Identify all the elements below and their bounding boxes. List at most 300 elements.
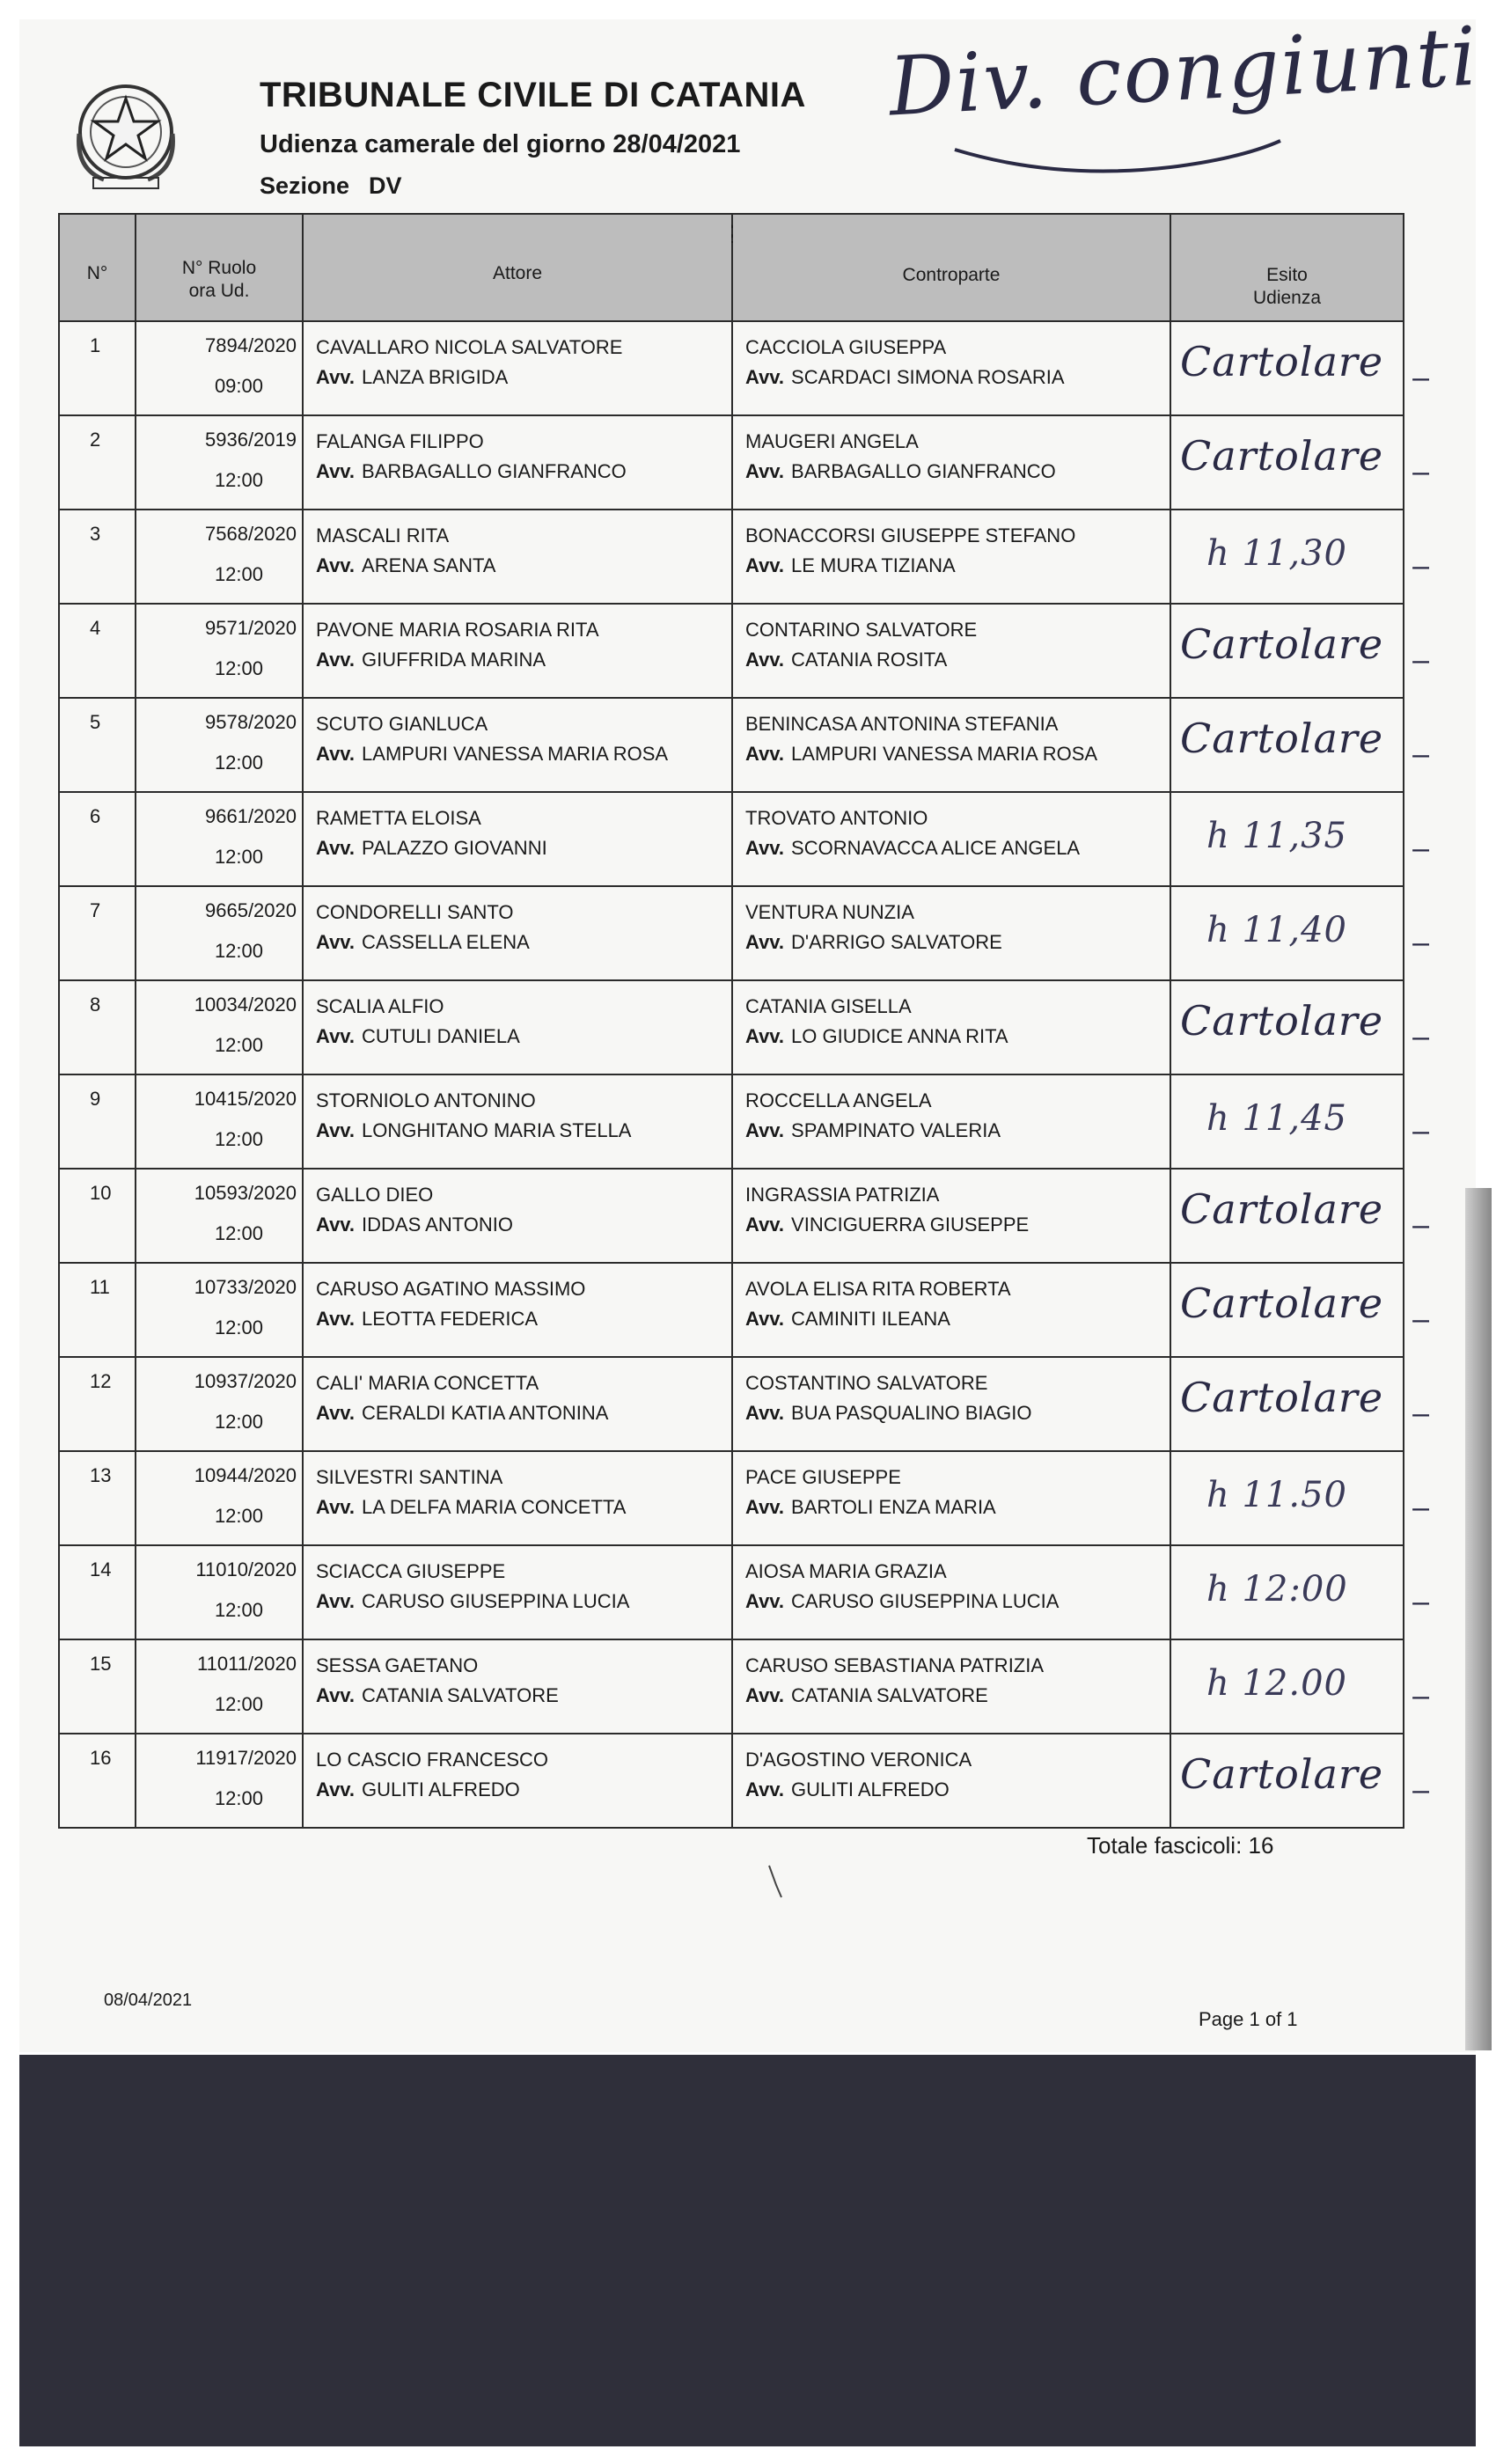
cell-controparte (732, 321, 1170, 415)
avv-prefix: Avv. (316, 1402, 356, 1424)
cell-num (59, 886, 136, 980)
controparte-lawyer-name: CAMINITI ILEANA (791, 1308, 950, 1330)
handwritten-dash: – (1412, 1114, 1429, 1148)
stray-pen-mark (767, 1864, 785, 1899)
handwritten-dash: – (1412, 926, 1429, 959)
attore-lawyer (316, 1684, 559, 1707)
attore-name: CAVALLARO NICOLA SALVATORE (316, 336, 623, 358)
cell-esito (1170, 1639, 1429, 1734)
table-row (59, 1357, 1404, 1451)
handwritten-note: Div. congiunti (886, 9, 1481, 135)
attore-name: CARUSO AGATINO MASSIMO (316, 1278, 586, 1300)
avv-prefix: Avv. (745, 1214, 785, 1236)
ruolo-number: 10034/2020 (194, 994, 297, 1016)
table-row (59, 321, 1404, 415)
handwritten-dash: – (1412, 1208, 1429, 1242)
ruolo-number: 5936/2019 (205, 429, 297, 451)
handwritten-dash: – (1412, 1679, 1429, 1712)
hearing-time: 12:00 (214, 752, 263, 774)
controparte-lawyer (745, 1778, 950, 1801)
row-number: 11 (90, 1276, 110, 1298)
cell-esito (1170, 792, 1429, 886)
attore-lawyer (316, 649, 546, 671)
attore-lawyer (316, 460, 627, 483)
cell-controparte (732, 1357, 1170, 1451)
controparte-lawyer (745, 1308, 950, 1331)
attore-name: SCUTO GIANLUCA (316, 713, 488, 735)
hearing-time: 12:00 (214, 1411, 263, 1433)
handwritten-dash: – (1412, 737, 1429, 771)
cell-controparte (732, 1169, 1170, 1263)
cell-esito (1170, 1074, 1429, 1169)
ruolo-number: 9578/2020 (205, 711, 297, 733)
cell-attore (303, 1451, 732, 1545)
attore-name: SCIACCA GIUSEPPE (316, 1560, 506, 1582)
ruolo-number: 9661/2020 (205, 805, 297, 827)
col-num-label: N° (86, 263, 108, 283)
cell-controparte (732, 1639, 1170, 1734)
cell-ruolo (136, 792, 303, 886)
cell-attore (303, 1169, 732, 1263)
row-number: 9 (90, 1088, 101, 1110)
handwritten-dash: – (1412, 1773, 1429, 1807)
cell-num (59, 321, 136, 415)
row-number: 3 (90, 523, 101, 545)
cell-controparte (732, 886, 1170, 980)
row-number: 1 (90, 334, 101, 356)
row-number: 4 (90, 617, 101, 639)
attore-lawyer-name: PALAZZO GIOVANNI (362, 837, 547, 859)
attore-lawyer (316, 1496, 626, 1519)
cell-esito (1170, 604, 1429, 698)
handwritten-dash: – (1412, 361, 1429, 394)
cell-attore (303, 1639, 732, 1734)
cell-ruolo (136, 1545, 303, 1639)
cell-esito (1170, 1357, 1429, 1451)
total-value: 16 (1248, 1832, 1274, 1859)
controparte-name: AVOLA ELISA RITA ROBERTA (745, 1278, 1011, 1300)
attore-lawyer (316, 1025, 520, 1048)
hearing-date-line (260, 130, 740, 159)
avv-prefix: Avv. (316, 1684, 356, 1706)
attore-lawyer (316, 1402, 608, 1425)
cell-attore (303, 1545, 732, 1639)
controparte-name: VENTURA NUNZIA (745, 901, 914, 923)
attore-name: GALLO DIEO (316, 1184, 434, 1206)
controparte-name: CACCIOLA GIUSEPPA (745, 336, 947, 358)
hearing-date: 28/04/2021 (612, 130, 741, 158)
cell-ruolo (136, 886, 303, 980)
row-number: 7 (90, 899, 101, 921)
cell-num (59, 510, 136, 604)
controparte-name: CARUSO SEBASTIANA PATRIZIA (745, 1654, 1045, 1676)
ruolo-number: 9571/2020 (205, 617, 297, 639)
attore-lawyer-name: BARBAGALLO GIANFRANCO (362, 460, 627, 482)
avv-prefix: Avv. (745, 1308, 785, 1330)
hearing-time: 12:00 (214, 1693, 263, 1715)
handwritten-esito: Cartolare (1180, 620, 1384, 668)
ruolo-number: 7894/2020 (205, 334, 297, 356)
row-number: 8 (90, 994, 101, 1016)
cell-controparte (732, 792, 1170, 886)
cell-num (59, 1451, 136, 1545)
col-esito-line1: Esito (1266, 265, 1308, 285)
controparte-name: D'AGOSTINO VERONICA (745, 1749, 972, 1771)
controparte-lawyer-name: LAMPURI VANESSA MARIA ROSA (791, 743, 1098, 765)
col-esito-label (1171, 264, 1403, 310)
section-value: DV (369, 172, 402, 199)
attore-lawyer-name: CARUSO GIUSEPPINA LUCIA (362, 1590, 630, 1612)
controparte-name: CONTARINO SALVATORE (745, 619, 978, 641)
cell-ruolo (136, 1451, 303, 1545)
handwritten-esito: h 12:00 (1206, 1569, 1348, 1610)
cell-ruolo (136, 1734, 303, 1828)
italian-republic-emblem-icon (69, 72, 183, 195)
controparte-name: TROVATO ANTONIO (745, 807, 928, 829)
table-row (59, 604, 1404, 698)
hearing-time: 12:00 (214, 563, 263, 585)
handwritten-dash: – (1412, 1020, 1429, 1053)
hearing-label: Udienza camerale del giorno (260, 130, 606, 158)
ruolo-number: 10733/2020 (194, 1276, 297, 1298)
hearing-time: 12:00 (214, 846, 263, 868)
avv-prefix: Avv. (745, 460, 785, 482)
attore-lawyer (316, 1214, 513, 1236)
total-files (1087, 1832, 1273, 1859)
attore-lawyer (316, 837, 547, 860)
cell-attore (303, 792, 732, 886)
row-number: 5 (90, 711, 101, 733)
attore-lawyer (316, 1308, 538, 1331)
attore-lawyer (316, 554, 495, 577)
table-row (59, 1734, 1404, 1828)
avv-prefix: Avv. (316, 460, 356, 482)
handwritten-dash: – (1412, 1302, 1429, 1336)
controparte-lawyer (745, 649, 947, 671)
controparte-lawyer-name: BUA PASQUALINO BIAGIO (791, 1402, 1032, 1424)
controparte-lawyer (745, 743, 1097, 766)
controparte-lawyer-name: BARBAGALLO GIANFRANCO (791, 460, 1056, 482)
row-number: 14 (90, 1558, 112, 1580)
handwritten-esito: Cartolare (1180, 1280, 1384, 1327)
handwritten-dash: – (1412, 455, 1429, 488)
cell-esito (1170, 1734, 1429, 1828)
handwritten-dash: – (1412, 1491, 1429, 1524)
cell-num (59, 698, 136, 792)
attore-name: RAMETTA ELOISA (316, 807, 481, 829)
ruolo-number: 11011/2020 (197, 1653, 297, 1675)
ruolo-number: 7568/2020 (205, 523, 297, 545)
hearings-table (58, 213, 1429, 1829)
cell-num (59, 1639, 136, 1734)
handwritten-esito: h 11,45 (1206, 1098, 1347, 1139)
attore-lawyer (316, 1778, 520, 1801)
controparte-lawyer-name: VINCIGUERRA GIUSEPPE (791, 1214, 1030, 1236)
cell-num (59, 604, 136, 698)
table-row (59, 1639, 1404, 1734)
col-ruolo-label (136, 257, 302, 303)
row-number: 6 (90, 805, 101, 827)
cell-ruolo (136, 980, 303, 1074)
controparte-lawyer-name: CATANIA ROSITA (791, 649, 948, 671)
row-number: 10 (90, 1182, 112, 1204)
cell-num (59, 415, 136, 510)
avv-prefix: Avv. (316, 366, 356, 388)
cell-num (59, 1074, 136, 1169)
avv-prefix: Avv. (316, 743, 356, 765)
cell-num (59, 792, 136, 886)
attore-lawyer-name: CASSELLA ELENA (362, 931, 530, 953)
handwritten-dash: – (1412, 832, 1429, 865)
avv-prefix: Avv. (745, 649, 785, 671)
ruolo-number: 11010/2020 (195, 1558, 297, 1580)
attore-name: SESSA GAETANO (316, 1654, 479, 1676)
hearing-time: 12:00 (214, 657, 263, 679)
controparte-lawyer-name: BARTOLI ENZA MARIA (791, 1496, 996, 1518)
handwritten-esito: h 11.50 (1206, 1475, 1347, 1515)
controparte-name: ROCCELLA ANGELA (745, 1089, 932, 1111)
table-row (59, 698, 1404, 792)
controparte-name: COSTANTINO SALVATORE (745, 1372, 988, 1394)
avv-prefix: Avv. (745, 1025, 785, 1047)
col-esito-header (1170, 214, 1404, 321)
attore-name: MASCALI RITA (316, 524, 450, 546)
cell-attore (303, 415, 732, 510)
controparte-lawyer (745, 554, 956, 577)
cell-controparte (732, 1734, 1170, 1828)
cell-esito (1170, 510, 1429, 604)
cell-num (59, 1357, 136, 1451)
hearing-time: 09:00 (214, 375, 263, 397)
cell-ruolo (136, 1639, 303, 1734)
attore-lawyer (316, 743, 668, 766)
cell-ruolo (136, 510, 303, 604)
section-label: Sezione (260, 172, 350, 199)
avv-prefix: Avv. (745, 1590, 785, 1612)
col-ruolo-line1: N° Ruolo (181, 258, 257, 278)
cell-ruolo (136, 604, 303, 698)
ruolo-number: 10944/2020 (194, 1464, 297, 1486)
page-edge-shadow (1465, 1188, 1492, 2050)
hearing-time: 12:00 (214, 1128, 263, 1150)
hearing-time: 12:00 (214, 1787, 263, 1809)
avv-prefix: Avv. (745, 1778, 785, 1800)
avv-prefix: Avv. (745, 1119, 785, 1141)
handwritten-esito: Cartolare (1180, 338, 1384, 385)
avv-prefix: Avv. (316, 931, 356, 953)
handwritten-esito: h 12.00 (1206, 1663, 1347, 1704)
controparte-lawyer (745, 1119, 1001, 1142)
row-number: 15 (90, 1653, 112, 1675)
cell-num (59, 1263, 136, 1357)
cell-num (59, 1734, 136, 1828)
attore-lawyer (316, 366, 508, 389)
attore-name: SILVESTRI SANTINA (316, 1466, 503, 1488)
table-header-row (59, 214, 1404, 321)
handwritten-dash: – (1412, 1397, 1429, 1430)
controparte-lawyer (745, 1214, 1029, 1236)
table-row (59, 792, 1404, 886)
controparte-lawyer (745, 1402, 1031, 1425)
handwritten-esito: h 11,30 (1206, 533, 1347, 574)
row-number: 2 (90, 429, 101, 451)
cell-attore (303, 1074, 732, 1169)
attore-lawyer-name: GULITI ALFREDO (362, 1778, 520, 1800)
table-row (59, 1263, 1404, 1357)
col-ruolo-line2: ora Ud. (188, 281, 250, 301)
col-attore-header (303, 214, 732, 321)
cell-esito (1170, 415, 1429, 510)
controparte-name: CATANIA GISELLA (745, 995, 912, 1017)
avv-prefix: Avv. (745, 554, 785, 576)
avv-prefix: Avv. (745, 743, 785, 765)
attore-lawyer-name: LA DELFA MARIA CONCETTA (362, 1496, 627, 1518)
avv-prefix: Avv. (316, 1214, 356, 1236)
hearing-time: 12:00 (214, 1599, 263, 1621)
table-row (59, 510, 1404, 604)
handwritten-dash: – (1412, 549, 1429, 583)
controparte-name: BENINCASA ANTONINA STEFANIA (745, 713, 1059, 735)
controparte-lawyer-name: LO GIUDICE ANNA RITA (791, 1025, 1008, 1047)
controparte-lawyer (745, 1684, 988, 1707)
handwritten-esito: Cartolare (1180, 432, 1384, 480)
table-row (59, 1451, 1404, 1545)
avv-prefix: Avv. (316, 1778, 356, 1800)
hearing-time: 12:00 (214, 1505, 263, 1527)
table-row (59, 415, 1404, 510)
col-controparte-header (732, 214, 1170, 321)
cell-num (59, 1169, 136, 1263)
table-row (59, 980, 1404, 1074)
attore-lawyer-name: IDDAS ANTONIO (362, 1214, 513, 1236)
handwritten-esito: Cartolare (1180, 1750, 1384, 1798)
cell-attore (303, 604, 732, 698)
cell-esito (1170, 321, 1429, 415)
ruolo-number: 10937/2020 (194, 1370, 297, 1392)
controparte-lawyer-name: GULITI ALFREDO (791, 1778, 950, 1800)
controparte-lawyer-name: D'ARRIGO SALVATORE (791, 931, 1002, 953)
attore-lawyer-name: LONGHITANO MARIA STELLA (362, 1119, 632, 1141)
table-row (59, 1545, 1404, 1639)
table-row (59, 1074, 1404, 1169)
cell-ruolo (136, 1263, 303, 1357)
controparte-lawyer (745, 1496, 996, 1519)
cell-attore (303, 698, 732, 792)
section-line (260, 172, 402, 200)
controparte-lawyer (745, 366, 1065, 389)
ruolo-number: 11917/2020 (195, 1747, 297, 1769)
cell-esito (1170, 1545, 1429, 1639)
cell-ruolo (136, 321, 303, 415)
controparte-name: AIOSA MARIA GRAZIA (745, 1560, 947, 1582)
attore-name: FALANGA FILIPPO (316, 430, 484, 452)
handwritten-esito: Cartolare (1180, 715, 1384, 762)
attore-lawyer (316, 1590, 629, 1613)
attore-name: PAVONE MARIA ROSARIA RITA (316, 619, 599, 641)
avv-prefix: Avv. (316, 554, 356, 576)
table-row (59, 886, 1404, 980)
handwritten-esito: h 11,35 (1206, 816, 1347, 856)
avv-prefix: Avv. (316, 1496, 356, 1518)
avv-prefix: Avv. (745, 837, 785, 859)
avv-prefix: Avv. (316, 837, 356, 859)
avv-prefix: Avv. (316, 1590, 356, 1612)
cell-controparte (732, 510, 1170, 604)
cell-attore (303, 1357, 732, 1451)
cell-controparte (732, 1451, 1170, 1545)
hearing-time: 12:00 (214, 1316, 263, 1338)
controparte-lawyer (745, 837, 1080, 860)
cell-attore (303, 1734, 732, 1828)
ruolo-number: 10593/2020 (194, 1182, 297, 1204)
cell-esito (1170, 1451, 1429, 1545)
controparte-lawyer-name: CATANIA SALVATORE (791, 1684, 988, 1706)
cell-num (59, 1545, 136, 1639)
total-label: Totale fascicoli: (1087, 1832, 1243, 1859)
cell-attore (303, 980, 732, 1074)
cell-controparte (732, 698, 1170, 792)
hearing-time: 12:00 (214, 1034, 263, 1056)
ruolo-number: 10415/2020 (194, 1088, 297, 1110)
row-number: 13 (90, 1464, 112, 1486)
attore-lawyer-name: CERALDI KATIA ANTONINA (362, 1402, 609, 1424)
controparte-lawyer-name: SPAMPINATO VALERIA (791, 1119, 1001, 1141)
controparte-lawyer (745, 460, 1056, 483)
controparte-lawyer (745, 931, 1002, 954)
cell-attore (303, 886, 732, 980)
cell-controparte (732, 415, 1170, 510)
col-controparte-label: Controparte (902, 265, 1001, 285)
handwritten-esito: Cartolare (1180, 1374, 1384, 1421)
cell-num (59, 980, 136, 1074)
cell-esito (1170, 1169, 1429, 1263)
controparte-name: MAUGERI ANGELA (745, 430, 919, 452)
row-number: 12 (90, 1370, 112, 1392)
attore-lawyer (316, 931, 530, 954)
col-attore-label: Attore (492, 263, 543, 283)
cell-ruolo (136, 1074, 303, 1169)
attore-lawyer-name: ARENA SANTA (362, 554, 496, 576)
attore-name: STORNIOLO ANTONINO (316, 1089, 536, 1111)
cell-esito (1170, 886, 1429, 980)
attore-lawyer-name: LAMPURI VANESSA MARIA ROSA (362, 743, 669, 765)
cell-ruolo (136, 698, 303, 792)
controparte-lawyer-name: SCORNAVACCA ALICE ANGELA (791, 837, 1081, 859)
attore-lawyer (316, 1119, 631, 1142)
hearing-time: 12:00 (214, 1222, 263, 1244)
scanner-background (19, 2055, 1476, 2446)
attore-lawyer-name: LANZA BRIGIDA (362, 366, 509, 388)
print-date: 08/04/2021 (104, 1991, 193, 2010)
cell-controparte (732, 1074, 1170, 1169)
avv-prefix: Avv. (745, 1402, 785, 1424)
attore-lawyer-name: CATANIA SALVATORE (362, 1684, 559, 1706)
controparte-name: PACE GIUSEPPE (745, 1466, 901, 1488)
cell-esito (1170, 1263, 1429, 1357)
controparte-lawyer (745, 1590, 1059, 1613)
col-num-header (59, 214, 136, 321)
cell-ruolo (136, 1357, 303, 1451)
cell-esito (1170, 698, 1429, 792)
hearing-time: 12:00 (214, 469, 263, 491)
cell-controparte (732, 1545, 1170, 1639)
page-number: Page 1 of 1 (1199, 2008, 1298, 2030)
handwritten-dash: – (1412, 1585, 1429, 1618)
handwritten-esito: Cartolare (1180, 1185, 1384, 1233)
ruolo-number: 9665/2020 (205, 899, 297, 921)
controparte-lawyer (745, 1025, 1008, 1048)
controparte-name: BONACCORSI GIUSEPPE STEFANO (745, 524, 1076, 546)
